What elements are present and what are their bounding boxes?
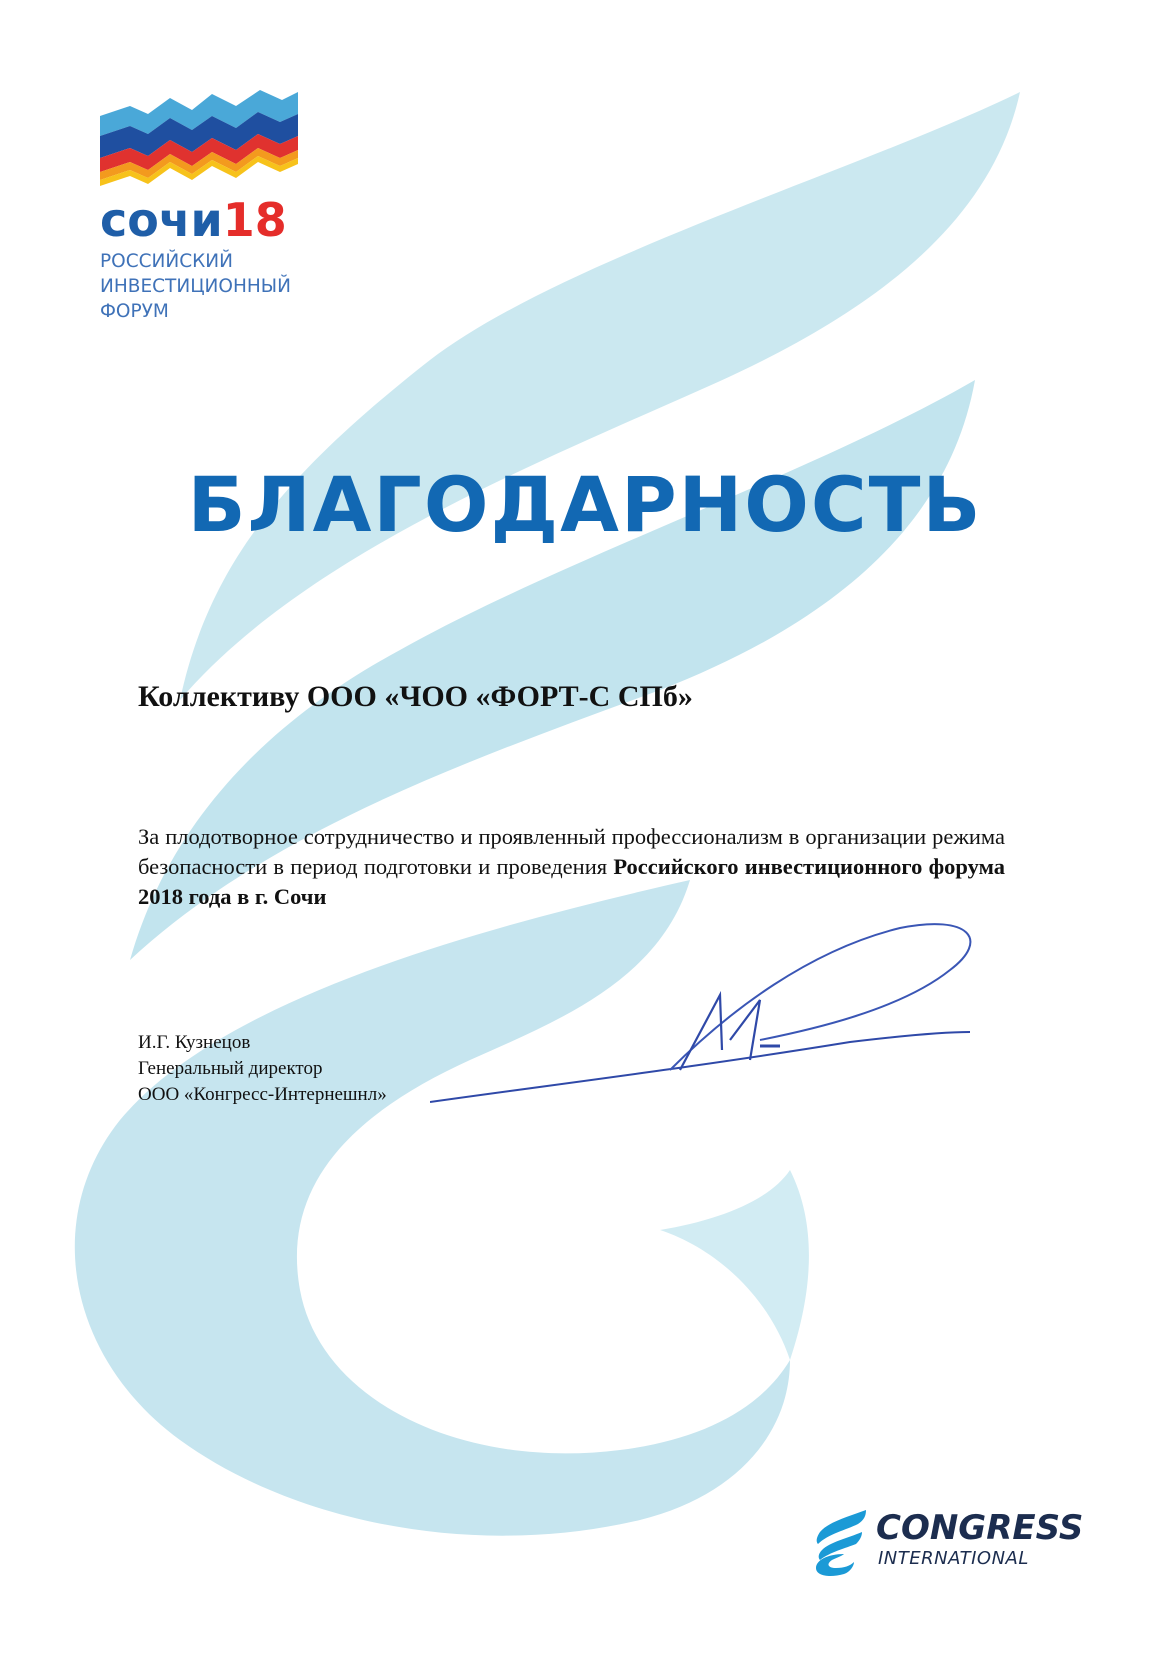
congress-international-logo [810,1508,1090,1578]
logo-title-word: сочи [100,193,223,247]
document-heading: БЛАГОДАРНОСТЬ [187,460,983,549]
sochi-forum-logo [100,88,340,324]
mountain-waves-emblem [100,88,300,193]
signer-position: Генеральный директор [138,1058,323,1079]
logo-subtitle-line: ФОРУМ [100,301,169,322]
congress-swoosh-icon [810,1508,870,1578]
handwritten-signature [430,920,990,1120]
signer-block [138,1030,387,1108]
signature-letter [680,995,760,1070]
logo-subtitle-line: РОССИЙСКИЙ [100,251,233,272]
congress-logo-subtitle: INTERNATIONAL [878,1548,1029,1569]
logo-title-number: 18 [222,193,287,247]
logo-title [100,195,340,245]
congress-logo-name: CONGRESS [876,1508,1084,1548]
signer-company: ООО «Конгресс-Интернешнл» [138,1084,387,1105]
recipient-line: Коллективу ООО «ЧОО «ФОРТ-С СПб» [138,680,693,713]
signer-name: И.Г. Кузнецов [138,1032,251,1053]
logo-subtitle-line: ИНВЕСТИЦИОННЫЙ [100,276,291,297]
logo-subtitle [100,249,340,324]
gratitude-text-main: За плодотворное сотрудничество и проявленный профессионализм в организации режима безопасности в период подготовки и проведения [138,824,1005,879]
gratitude-text [138,822,1005,912]
gratitude-text-event: Российского инвестиционного форума 2018 года в г. Сочи [138,854,1005,909]
swoosh-bottom-tail [660,1170,809,1360]
signature-loop [670,924,970,1070]
